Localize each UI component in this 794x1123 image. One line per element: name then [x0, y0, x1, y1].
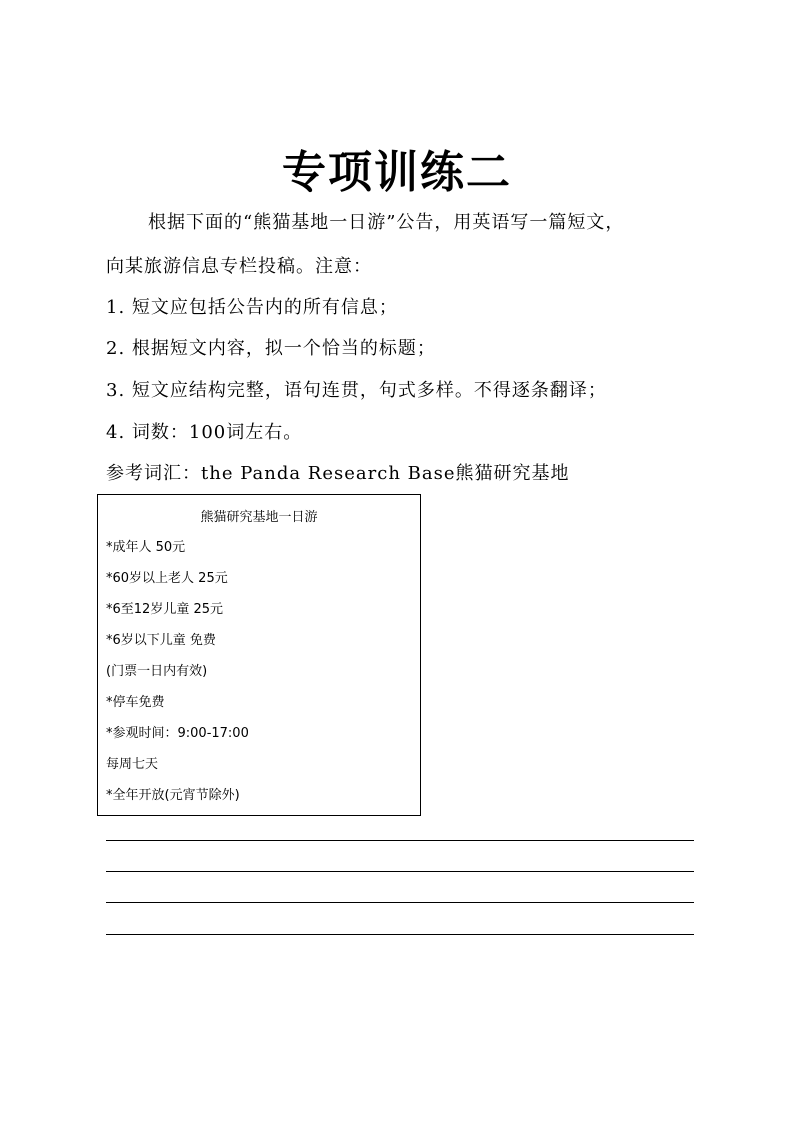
notice-box: [97, 494, 421, 816]
notice-item: *参观时间：9:00-17:00: [106, 726, 249, 741]
writing-line: [106, 871, 694, 872]
requirement-item: 4. 词数：100词左右。: [106, 422, 303, 443]
requirement-item: 1. 短文应包括公告内的所有信息；: [106, 297, 398, 318]
notice-item: *60岁以上老人 25元: [106, 571, 228, 586]
instruction-line: 根据下面的“熊猫基地一日游”公告，用英语写一篇短文，: [148, 212, 625, 233]
instruction-line: 向某旅游信息专栏投稿。注意：: [106, 256, 372, 277]
writing-line: [106, 902, 694, 903]
notice-item: *停车免费: [106, 695, 165, 710]
notice-item: *成年人 50元: [106, 540, 186, 555]
notice-item: (门票一日内有效): [106, 664, 208, 679]
page-title: 专项训练二: [282, 147, 512, 198]
requirement-item: 3. 短文应结构完整，语句连贯，句式多样。不得逐条翻译；: [106, 380, 607, 401]
writing-line: [106, 934, 694, 935]
notice-item: *6至12岁儿童 25元: [106, 602, 223, 617]
writing-line: [106, 840, 694, 841]
notice-title: 熊猫研究基地一日游: [200, 510, 318, 525]
notice-item: *6岁以下儿童 免费: [106, 633, 216, 648]
requirement-item: 2. 根据短文内容，拟一个恰当的标题；: [106, 338, 436, 359]
notice-item: *全年开放(元宵节除外): [106, 788, 240, 803]
vocabulary-reference: 参考词汇：the Panda Research Base熊猫研究基地: [106, 463, 570, 484]
notice-item: 每周七天: [106, 757, 159, 772]
